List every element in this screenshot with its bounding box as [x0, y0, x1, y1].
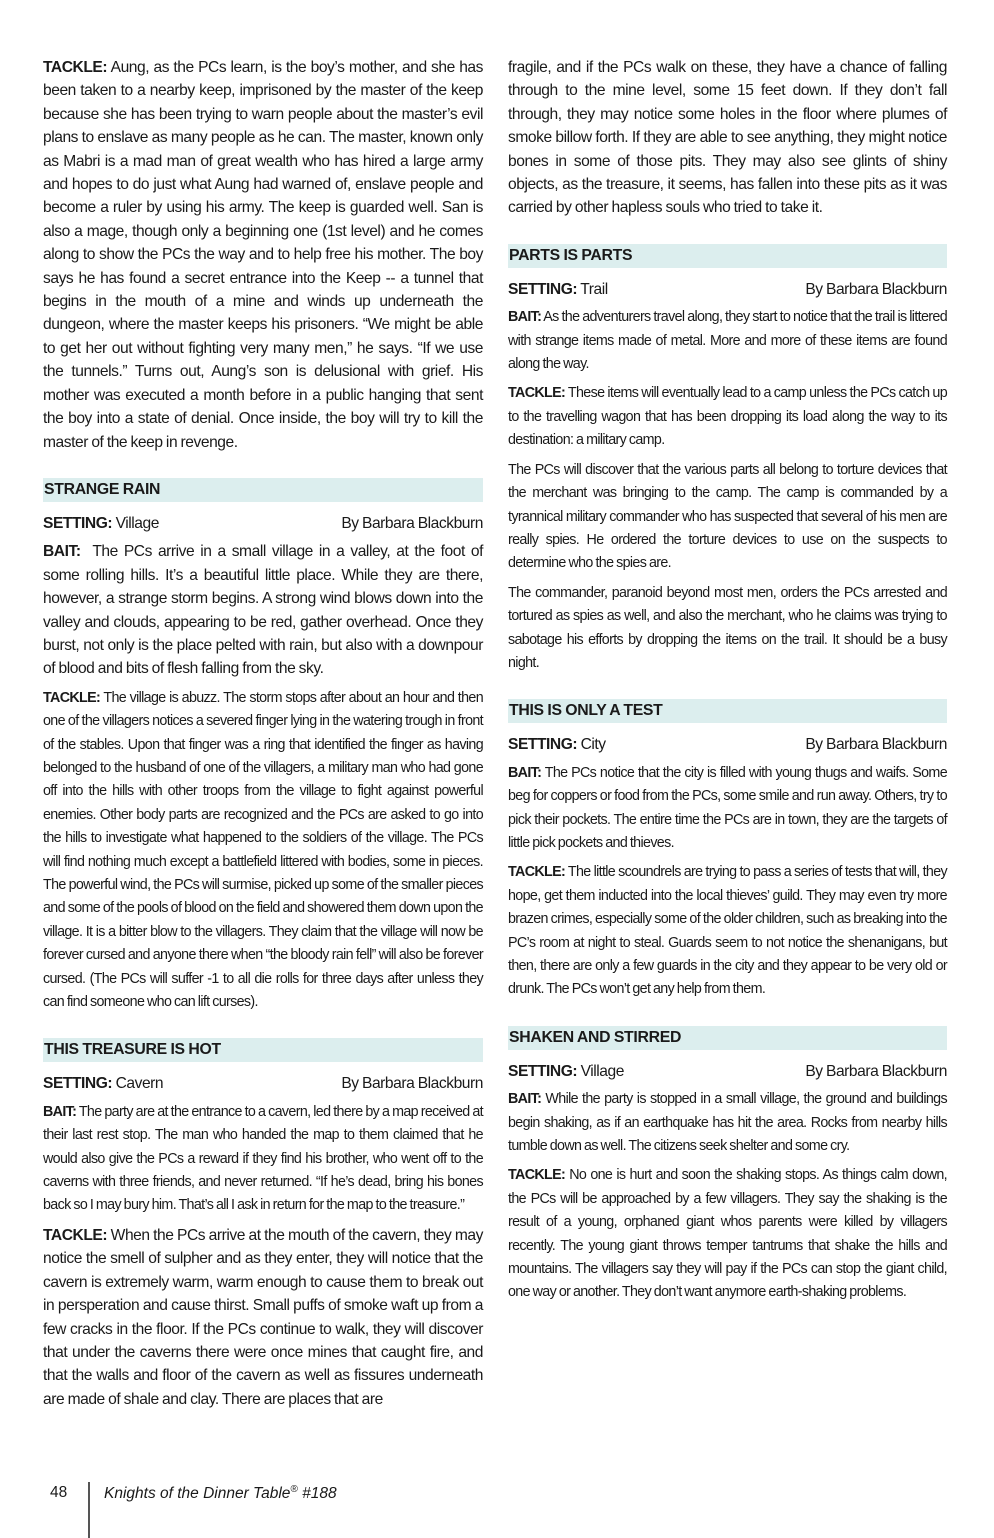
tackle-paragraph [508, 382, 947, 452]
section-heading-parts-is-parts: PARTS IS PARTS [508, 244, 947, 268]
tackle-text: When the PCs arrive at the mouth of the cavern, they may notice the smell of sulpher and as they enter, they will notice that the cavern is extremely warm, warm enough to cause them to break out in persperation and cause thirst. Small puffs of smoke waft up from a few cracks in the floor. If the PCs continue to walk, they will discover that under the caverns there were once mines that caught fire, and that the walls and floor of the cavern as well as fissures underneath are made of shale and clay. There are places that are [43, 1226, 483, 1408]
tackle-text: No one is hurt and soon the shaking stops. As things calm down, the PCs will be approached by a few villagers. They say the shaking is the result of a young, orphaned giant whos parents were killed by villagers recently. The young giant throws temper tantrums that shake the hills and mountains. The villagers say they will pay if the PCs can stop the giant child, one way or another. They don’t want anymore earth-shaking problems. [508, 1167, 947, 1301]
setting-label: SETTING: [43, 514, 113, 532]
tackle-label: TACKLE: [43, 59, 108, 76]
tackle-paragraph [508, 1164, 947, 1304]
tackle-paragraph [508, 861, 947, 1001]
bait-text: While the party is stopped in a small village, the ground and buildings begin shaking, as if an earthquake has hit the area. Rocks from nearby hills tumble down as well. The citizens seek shelter and some cry. [508, 1091, 947, 1155]
tackle-paragraph [43, 1224, 483, 1411]
tackle-text: The little scoundrels are trying to pass a series of tests that will, they hope, get them inducted into the local thieves’ guild. They may even try more brazen crimes, especially some of the older children, such as breaking into the PC’s room at night to steal. Guards seem to not notice the shenanigans, but then, there are only a few guards in the city and they appear to be very old or drunk. The PCs won’t get any help from them. [508, 864, 947, 998]
setting-label: SETTING: [508, 736, 578, 754]
setting-label: SETTING: [508, 280, 578, 298]
section-heading-treasure-hot: THIS TREASURE IS HOT [43, 1038, 483, 1062]
tackle-text: Aung, as the PCs learn, is the boy’s mother, and she has been taken to a nearby keep, imprisoned by the master of the keep because she has been trying to warn people about the master’s evil plans to enslave as many people as he can. The master, known only as Mabri is a mad man of great wealth who has hired a large army and hopes to do just what Aung had warned of, enslave people and become a ruler by using his army. The keep is guarded well. San is also a mage, though only a beginning one (1st level) and he comes along to show the PCs the way and to help free his mother. The boy says he has found a secret entrance into the Keep -- a tunnel that begins in the mouth of a mine and winds up underneath the dungeon, where the master keeps his prisoners. “We might be able to get her out without fighting very many men,” he says. “If we use the tunnels.” Turns out, Aung’s son is delusional with grief. His mother was executed a month before in a public hanging that sent the boy into a state of denial. Once inside, the boy will try to kill the master of the keep in revenge. [43, 59, 483, 451]
issue-number: #188 [297, 1485, 337, 1503]
bait-text: The PCs arrive in a small village in a valley, at the foot of some rolling hills. It’s a beautiful little place. While they are there, however, a strange storm begins. A strong wind blows down into the valley and clouds, appearing to be red, gather overhead. Once they burst, not only is the place pelted with rain, but also with a downpour of blood and bits of flesh falling from the sky. [43, 543, 483, 678]
bait-label: BAIT: [508, 764, 542, 781]
setting-value: City [580, 736, 606, 754]
section-heading-only-a-test: THIS IS ONLY A TEST [508, 699, 947, 723]
body-paragraph: The commander, paranoid beyond most men, orders the PCs arrested and tortured as spies as well, and also the merchant, who he claims was trying to sabotage his efforts by dropping the items on the trail. It should be a busy night. [508, 584, 947, 671]
author-byline: By Barbara Blackburn [805, 280, 947, 298]
tackle-label: TACKLE: [43, 1226, 108, 1244]
author-byline: By Barbara Blackburn [341, 514, 483, 532]
registered-mark: ® [290, 1484, 298, 1495]
setting-value: Village [115, 514, 159, 532]
right-column [508, 56, 947, 1311]
setting-line [508, 1060, 947, 1083]
bait-paragraph [508, 762, 947, 856]
setting-label: SETTING: [508, 1062, 578, 1080]
body-paragraph: The PCs will discover that the various parts all belong to torture devices that the merchant was bringing to the camp. The camp is commanded by a tyrannical military commander who has suspected that several of his men are really spies. He ordered the torture devices to use on the suspects to determine who the spies are. [508, 461, 947, 572]
tackle-text: The village is abuzz. The storm stops after about an hour and then one of the villagers notices a severed finger lying in the watering trough in front of the stables. Upon that finger was a ring that identified the finger as having belonged to the husband of one of the villagers, a military man who had gone off into the hills with other troops from the village to fight against powerful enemies. Other body parts are recognized and the PCs are asked to go into the hills to investigate what happened to the soldiers of the village. The PCs will find nothing much except a battlefield littered with bodies, some in pieces. The powerful wind, the PCs will surmise, picked up some of the smaller pieces and some of the pools of blood on the field and showered them down upon the village. It is a bitter blow to the villagers. They claim that the village will now be forever cursed and anyone there when “the bloody rain fell” will also be forever cursed. (The PCs will suffer -1 to all die rolls for three days after unless they can find someone who can lift curses). [43, 689, 483, 1011]
tackle-label: TACKLE: [508, 864, 566, 881]
publication-title [104, 1484, 337, 1503]
bait-label: BAIT: [508, 1091, 542, 1108]
bait-label: BAIT: [43, 543, 81, 561]
continued-paragraph: fragile, and if the PCs walk on these, they have a chance of falling through to the mine level, some 15 feet down. If they don’t fall through, they may notice some holes in the floor where plumes of smoke billow forth. If they are able to see anything, they might notice bones in some of those pits. They may also see glints of shiny objects, as the treasure, it seems, has fallen into these pits as it was carried by other hapless souls who tried to take it. [508, 59, 947, 217]
bait-text: The PCs notice that the city is filled with young thugs and waifs. Some beg for coppers or food from the PCs, some smile and run away. Others, try to pick their pockets. The entire time the PCs are in town, they are the targets of little pick pockets and thieves. [508, 764, 947, 851]
setting-label: SETTING: [43, 1075, 113, 1093]
tackle-text: These items will eventually lead to a camp unless the PCs catch up to the travelling wagon that has been dropping its load along the way to its destination: a military camp. [508, 385, 948, 449]
author-byline: By Barbara Blackburn [805, 736, 947, 754]
page-number: 48 [50, 1484, 68, 1501]
tackle-paragraph [43, 687, 483, 1015]
page-footer [0, 1480, 994, 1538]
bait-paragraph [43, 540, 483, 680]
author-byline: By Barbara Blackburn [341, 1075, 483, 1093]
tackle-label: TACKLE: [508, 1167, 566, 1184]
section-heading-strange-rain: STRANGE RAIN [43, 478, 483, 502]
setting-value: Cavern [115, 1075, 164, 1093]
bait-label: BAIT: [43, 1103, 77, 1120]
bait-label: BAIT: [508, 309, 542, 326]
publication-name: Knights of the Dinner Table [104, 1485, 291, 1503]
setting-line [508, 278, 947, 301]
setting-value: Trail [580, 280, 608, 298]
bait-paragraph [43, 1101, 483, 1218]
bait-text: The party are at the entrance to a cavern, led there by a map received at their last rest stop. The man who handed the map to them claimed that he would also give the PCs a reward if they find his brother, who went off to the caverns with three friends, and never returned. “If he’s dead, bring his bones back so I may bury him. That’s all I ask in return for the map to the treasure.” [43, 1103, 484, 1214]
bait-paragraph [508, 306, 947, 376]
tackle-label: TACKLE: [43, 689, 101, 706]
bait-text: As the adventurers travel along, they start to notice that the trail is littered with strange items made of metal. More and more of these items are found along the way. [508, 309, 947, 373]
footer-divider [88, 1482, 90, 1538]
tackle-label: TACKLE: [508, 385, 566, 402]
setting-line [43, 512, 483, 535]
left-column [43, 56, 483, 1417]
setting-value: Village [580, 1062, 624, 1080]
intro-tackle-paragraph [43, 56, 483, 454]
bait-paragraph [508, 1088, 947, 1158]
author-byline: By Barbara Blackburn [805, 1062, 947, 1080]
setting-line [43, 1072, 483, 1095]
setting-line [508, 733, 947, 756]
section-heading-shaken-stirred: SHAKEN AND STIRRED [508, 1026, 947, 1050]
